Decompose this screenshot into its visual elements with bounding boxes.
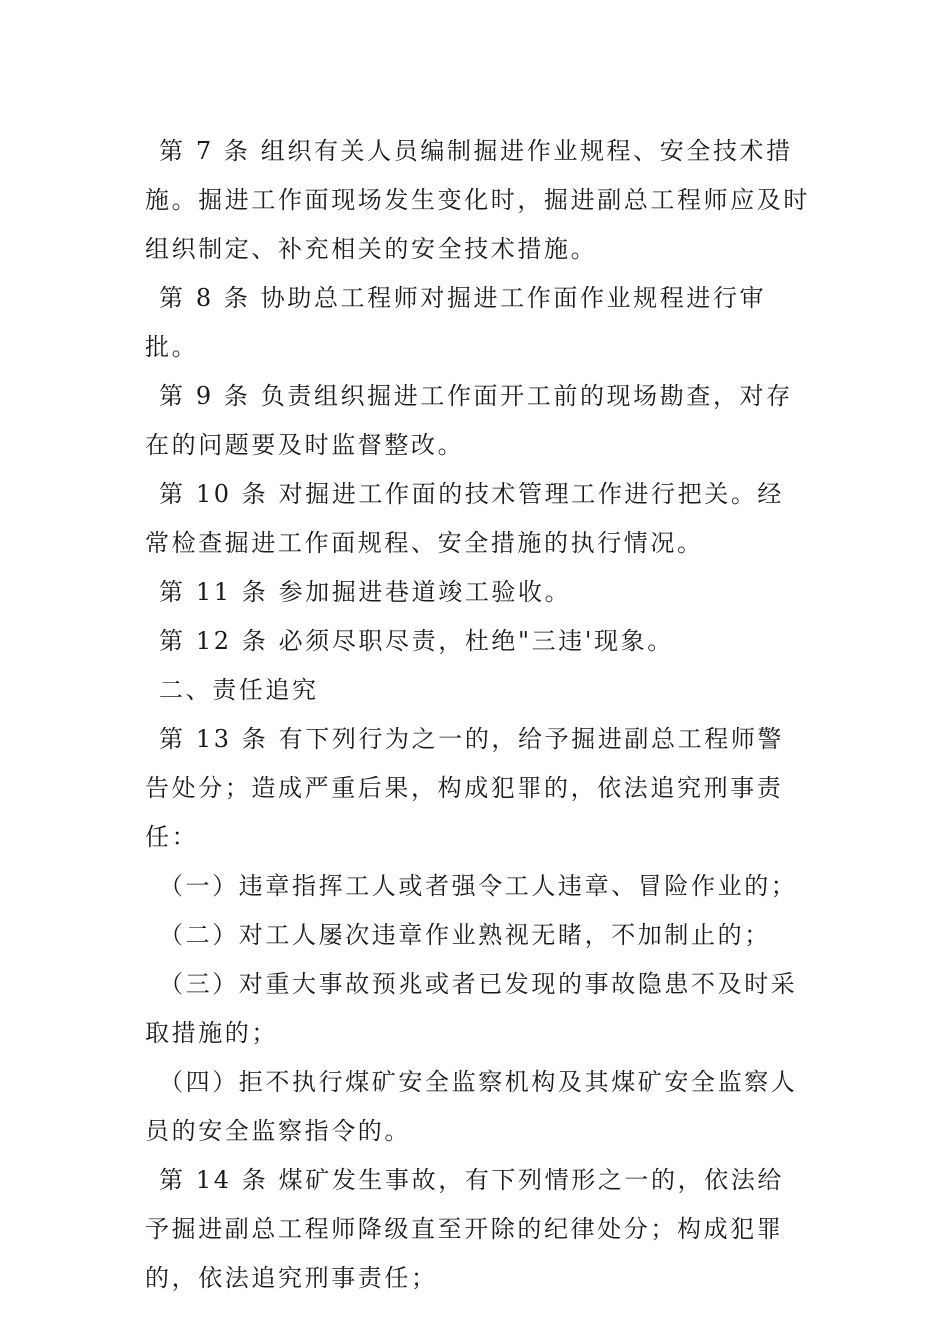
document-body	[145, 127, 810, 1303]
article-11: 第 11 条 参加掘进巷道竣工验收。	[159, 578, 572, 606]
article-12: 第 12 条 必须尽职尽责，杜绝"三违'现象。	[159, 627, 674, 655]
clause-4: （四）拒不执行煤矿安全监察机构及其煤矿安全监察人员的安全监察指令的。	[145, 1068, 798, 1145]
article-8: 第 8 条 协助总工程师对掘进工作面作业规程进行审批。	[145, 284, 767, 361]
clause-1: （一）违章指挥工人或者强令工人违章、冒险作业的；	[159, 872, 798, 900]
article-13: 第 13 条 有下列行为之一的，给予掘进副总工程师警告处分；造成严重后果，构成犯罪的，依法追究刑事责任：	[145, 725, 785, 851]
section-heading-liability: 二、责任追究	[159, 676, 319, 704]
clause-2: （二）对工人屡次违章作业熟视无睹，不加制止的；	[159, 921, 771, 949]
article-14: 第 14 条 煤矿发生事故，有下列情形之一的，依法给予掘进副总工程师降级直至开除的纪律处分；构成犯罪的，依法追究刑事责任；	[145, 1166, 785, 1292]
article-9: 第 9 条 负责组织掘进工作面开工前的现场勘查，对存在的问题要及时监督整改。	[145, 382, 793, 459]
article-10: 第 10 条 对掘进工作面的技术管理工作进行把关。经常检查掘进工作面规程、安全措施的执行情况。	[145, 480, 785, 557]
article-7: 第 7 条 组织有关人员编制掘进作业规程、安全技术措施。掘进工作面现场发生变化时，掘进副总工程师应及时组织制定、补充相关的安全技术措施。	[145, 137, 810, 263]
clause-3: （三）对重大事故预兆或者已发现的事故隐患不及时采取措施的；	[145, 970, 798, 1047]
